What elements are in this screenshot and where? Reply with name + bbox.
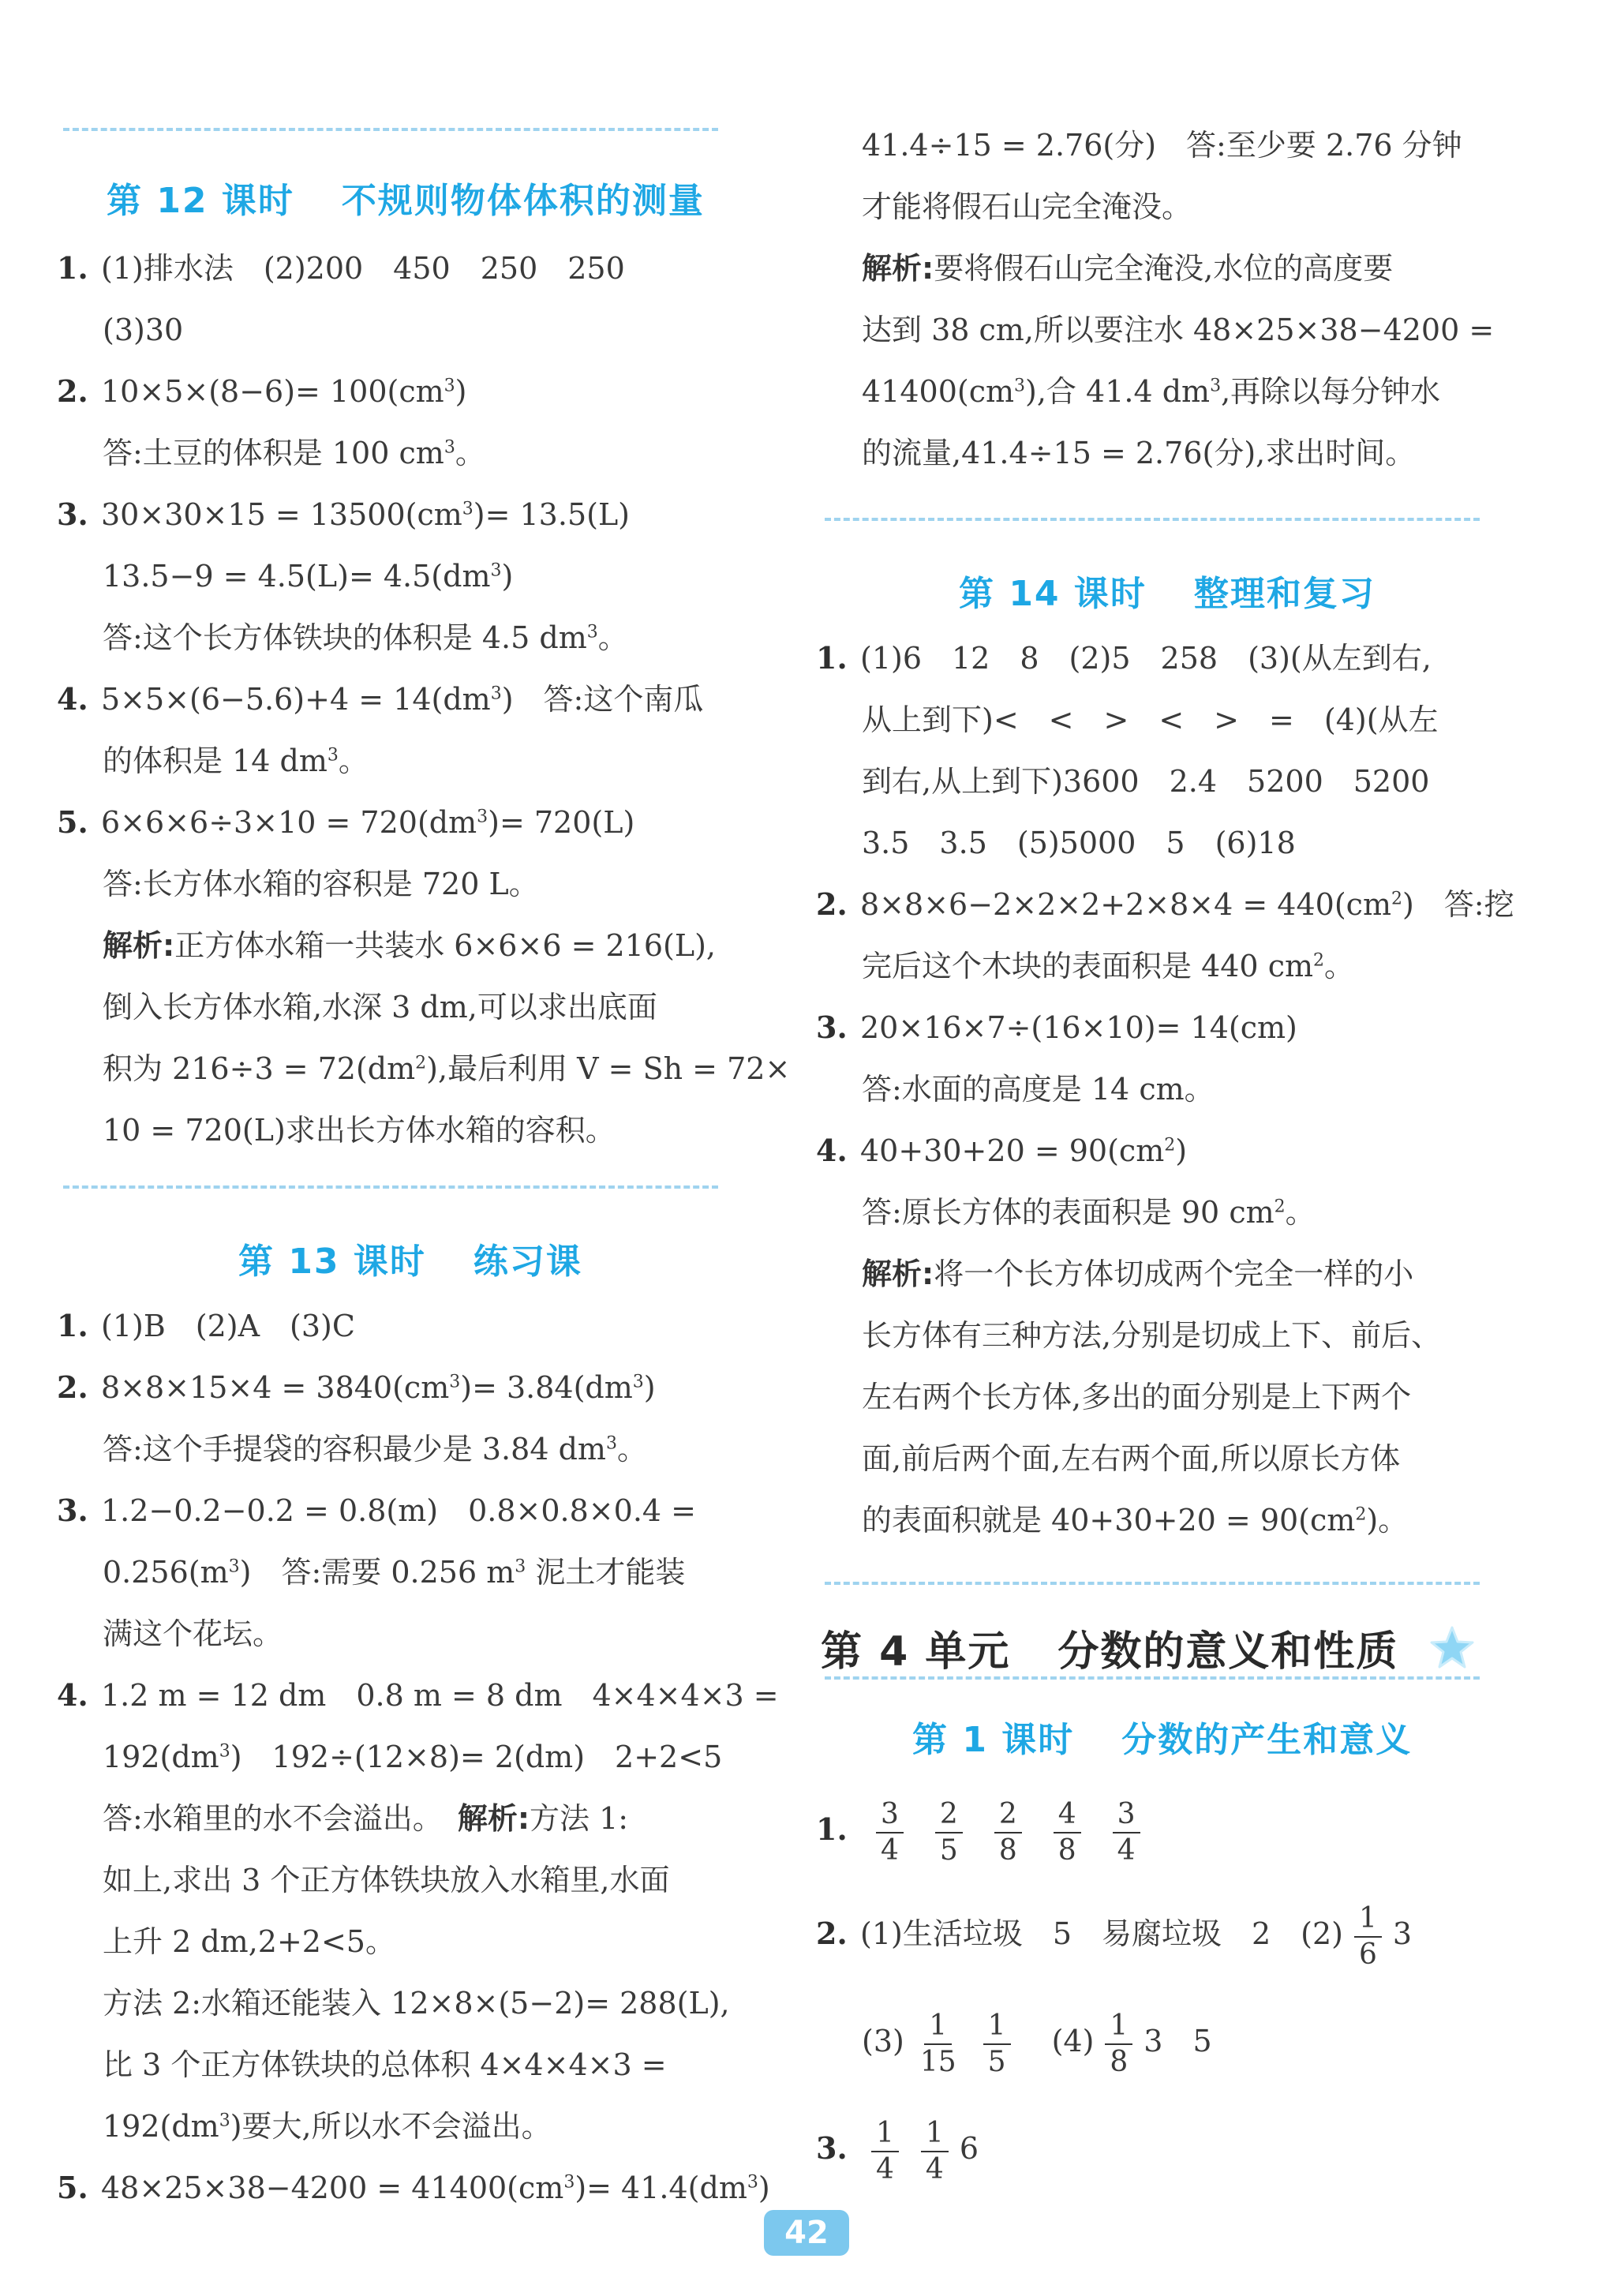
r14-q1-line3: [862, 762, 1429, 800]
answer-text: 20×16×7÷(16×10)= 14(cm): [860, 1010, 1297, 1045]
numerator: 3: [876, 1797, 904, 1833]
numerator: 2: [935, 1797, 963, 1833]
unit-number: 第 4 单元: [821, 1628, 1011, 1676]
answer-text: )= 13.5(L): [473, 497, 631, 532]
l13-q4-line7: [103, 2046, 667, 2084]
r-cont-line2: [862, 188, 1192, 226]
exponent: 3: [605, 1433, 617, 1454]
answer-text: 30×30×15 = 13500(cm: [101, 497, 462, 532]
answer-text: 5×5×(6−5.6)+4 = 14(dm: [101, 682, 491, 717]
lesson-name: 整理和复习: [1193, 574, 1376, 614]
answer-text: 。: [1324, 949, 1355, 983]
question-number: 5.: [57, 2170, 88, 2205]
answer-text: 泥土才能装: [526, 1555, 686, 1590]
l12-q1-line1: [57, 249, 625, 287]
fraction: [915, 2009, 961, 2080]
answer-text: 6: [959, 2131, 979, 2166]
exponent: 3: [586, 622, 598, 642]
r1-q2-line2: [862, 2002, 1212, 2081]
r14-q4-line1: [816, 1132, 1187, 1170]
l12-q2-line2: [103, 434, 485, 472]
answer-text: )= 41.4(dm: [575, 2171, 747, 2205]
denominator: 8: [1057, 1833, 1076, 1867]
answer-text: 才能将假石山完全淹没。: [862, 189, 1192, 224]
answer-text: 到右,从上到下)3600 2.4 5200 5200: [862, 764, 1430, 799]
answer-text: 答:土豆的体积是 100 cm: [103, 436, 444, 470]
l13-q3-line1: [57, 1492, 696, 1530]
l12-q5-line2: [103, 865, 539, 903]
answer-text: (4): [1051, 2024, 1095, 2058]
answer-text: ),合 41.4 dm: [1025, 374, 1211, 409]
fraction: [921, 2116, 949, 2187]
l12-q3-line2: [103, 557, 513, 595]
answer-text: 8×8×15×4 = 3840(cm: [101, 1370, 450, 1405]
numerator: 1: [983, 2009, 1011, 2045]
question-number: 1.: [57, 250, 88, 286]
numerator: 2: [994, 1797, 1022, 1833]
exponent: 2: [1274, 1197, 1286, 1217]
question-number: 4.: [57, 1677, 88, 1713]
r14-q3-line2: [862, 1070, 1215, 1108]
answer-text: 面,前后两个面,左右两个面,所以原长方体: [862, 1441, 1401, 1476]
exponent: 2: [1164, 1135, 1176, 1155]
answer-text: ): [501, 559, 514, 594]
section-divider: [825, 1582, 1480, 1585]
answer-text: 10 = 720(L)求出长方体水箱的容积。: [103, 1113, 616, 1148]
l12-q4-line2: [103, 742, 369, 780]
answer-text: 答:这个长方体铁块的体积是 4.5 dm: [103, 620, 587, 655]
lesson-14-title: [959, 565, 1376, 616]
answer-text: 满这个花坛。: [103, 1616, 283, 1651]
l12-q3-line1: [57, 496, 630, 534]
question-number: 3.: [816, 1009, 848, 1045]
exponent: 3: [477, 807, 488, 827]
answer-text: 。: [616, 1432, 647, 1466]
answer-text: 答:水箱里的水不会溢出。: [103, 1801, 428, 1836]
answer-text: 完后这个木块的表面积是 440 cm: [862, 949, 1314, 983]
fraction: [935, 1797, 963, 1868]
r14-q4-line5: [862, 1378, 1411, 1416]
r14-q4-line4: [862, 1317, 1441, 1354]
lesson-13-title: [238, 1233, 582, 1283]
fraction: [1054, 1797, 1081, 1868]
l12-q5-line6: [103, 1111, 616, 1149]
answer-text: 的表面积就是 40+30+20 = 90(cm: [862, 1503, 1356, 1538]
answer-text: (1)生活垃圾 5 易腐垃圾 2 (2): [860, 1916, 1344, 1951]
answer-text: 3 5: [1144, 2024, 1212, 2058]
denominator: 5: [939, 1833, 958, 1867]
exponent: 3: [228, 1556, 240, 1577]
exponent: 2: [1391, 889, 1402, 909]
answer-text: 倒入长方体水箱,水深 3 dm,可以求出底面: [103, 990, 657, 1024]
answer-text: 1.2 m = 12 dm 0.8 m = 8 dm 4×4×4×3 =: [101, 1678, 779, 1713]
answer-text: 要将假石山完全淹没,水位的高度要: [934, 251, 1394, 286]
fraction: [1113, 1797, 1140, 1868]
fraction: [876, 1797, 904, 1868]
answer-text: ) 答:这个南瓜: [501, 682, 704, 717]
lesson-name: 不规则物体体积的测量: [341, 181, 705, 221]
question-number: 4.: [57, 681, 88, 717]
question-number: 2.: [57, 1369, 88, 1405]
r14-q1-line2: [862, 701, 1439, 739]
question-number: 5.: [57, 804, 88, 840]
exponent: 3: [1210, 376, 1222, 396]
r14-q2-line2: [862, 947, 1354, 985]
denominator: 6: [1359, 1938, 1377, 1971]
numerator: 1: [1354, 1901, 1382, 1938]
exponent: 3: [1014, 376, 1026, 396]
l13-q4-line2: [103, 1738, 722, 1776]
numerator: 4: [1054, 1797, 1081, 1833]
lesson-name: 分数的产生和意义: [1121, 1720, 1413, 1760]
question-number: 3.: [57, 1493, 88, 1528]
analysis-label: 解析:: [457, 1801, 530, 1836]
answer-text: 的流量,41.4÷15 = 2.76(分),求出时间。: [862, 436, 1416, 470]
r-cont-line4: [862, 311, 1494, 349]
question-number: 1.: [57, 1308, 88, 1343]
answer-text: ): [643, 1370, 656, 1405]
fraction: [1105, 2009, 1132, 2080]
denominator: 8: [998, 1833, 1017, 1867]
answer-text: 的体积是 14 dm: [103, 743, 328, 778]
exponent: 3: [490, 684, 502, 704]
section-divider: [63, 1185, 718, 1189]
answer-text: 192(dm: [103, 1740, 219, 1774]
exponent: 3: [444, 437, 455, 458]
answer-text: 方法 2:水箱还能装入 12×8×(5−2)= 288(L),: [103, 1986, 730, 2021]
answer-text: (3)30: [103, 313, 184, 347]
l12-q5-line1: [57, 803, 634, 841]
answer-text: 答:长方体水箱的容积是 720 L。: [103, 867, 539, 901]
denominator: 4: [1117, 1833, 1136, 1867]
answer-text: )要大,所以水不会溢出。: [230, 2109, 552, 2144]
l12-q2-line1: [57, 373, 466, 410]
exponent: 3: [462, 499, 473, 519]
answer-text: 10×5×(8−6)= 100(cm: [101, 374, 444, 409]
fraction: [1354, 1901, 1382, 1972]
answer-text: 13.5−9 = 4.5(L)= 4.5(dm: [103, 559, 491, 594]
denominator: 4: [876, 2152, 894, 2186]
answer-text: 上升 2 dm,2+2<5。: [103, 1924, 395, 1959]
l12-q1-line2: [103, 311, 183, 349]
exponent: 3: [219, 2111, 230, 2131]
question-number: 4.: [816, 1133, 848, 1168]
exponent: 3: [327, 745, 339, 766]
r14-q3-line1: [816, 1009, 1297, 1047]
answer-text: 。: [338, 743, 369, 778]
answer-text: 48×25×38−4200 = 41400(cm: [101, 2171, 564, 2205]
fraction: [983, 2009, 1011, 2080]
answer-text: 40+30+20 = 90(cm: [860, 1133, 1165, 1168]
exponent: 2: [415, 1053, 427, 1073]
lesson-number: 第 14 课时: [959, 574, 1147, 614]
answer-text: 答:原长方体的表面积是 90 cm: [862, 1195, 1275, 1230]
answer-text: 答:这个手提袋的容积最少是 3.84 dm: [103, 1432, 606, 1466]
r14-q4-line3: [862, 1255, 1413, 1293]
numerator: 3: [1113, 1797, 1140, 1833]
answer-text: 41.4÷15 = 2.76(分) 答:至少要 2.76 分钟: [862, 128, 1462, 163]
exponent: 3: [515, 1556, 526, 1577]
answer-text: 从上到下)< < > < > = (4)(从左: [862, 702, 1439, 737]
answer-text: 8×8×6−2×2×2+2×8×4 = 440(cm: [860, 887, 1391, 922]
answer-text: 如上,求出 3 个正方体铁块放入水箱里,水面: [103, 1863, 670, 1897]
lesson-number: 第 13 课时: [238, 1242, 426, 1282]
answer-text: 积为 216÷3 = 72(dm: [103, 1051, 416, 1086]
answer-text: 答:水面的高度是 14 cm。: [862, 1072, 1215, 1107]
exponent: 3: [632, 1372, 644, 1392]
numerator: 1: [1105, 2009, 1132, 2045]
answer-text: )= 3.84(dm: [460, 1370, 633, 1405]
star-icon: [1428, 1624, 1476, 1672]
answer-text: ): [758, 2171, 770, 2205]
lesson-12-title: [107, 172, 705, 223]
unit-4-title: [821, 1618, 1398, 1677]
l13-q2-line1: [57, 1369, 656, 1406]
analysis-label: 解析:: [862, 251, 934, 286]
question-number: 1.: [816, 640, 848, 676]
denominator: 5: [987, 2045, 1006, 2078]
answer-text: 达到 38 cm,所以要注水 48×25×38−4200 =: [862, 313, 1495, 347]
l12-q4-line1: [57, 680, 703, 718]
exponent: 3: [449, 1372, 461, 1392]
l12-q5-line4: [103, 988, 657, 1026]
answer-text: (1)6 12 8 (2)5 258 (3)(从左到右,: [860, 641, 1432, 676]
l13-q4-line8: [103, 2107, 552, 2145]
lesson-number: 第 12 课时: [107, 181, 294, 221]
r1-q2-line1: [816, 1894, 1412, 1973]
answer-text: ) 192÷(12×8)= 2(dm) 2+2<5: [230, 1740, 723, 1774]
section-divider: [825, 518, 1480, 521]
page-number: 42: [764, 2210, 849, 2256]
exponent: 3: [444, 376, 455, 396]
answer-text: (1)排水法 (2)200 450 250 250: [101, 251, 625, 286]
exponent: 3: [563, 2172, 575, 2193]
l13-q4-line5: [103, 1923, 395, 1961]
answer-text: 长方体有三种方法,分别是切成上下、前后、: [862, 1318, 1442, 1353]
question-number: 3.: [816, 2130, 848, 2166]
answer-text: )。: [1366, 1503, 1409, 1538]
answer-text: 左右两个长方体,多出的面分别是上下两个: [862, 1380, 1412, 1414]
denominator: 4: [881, 1833, 899, 1867]
r14-q4-line6: [862, 1440, 1400, 1478]
fraction-list: [860, 1797, 1156, 1867]
analysis-label: 解析:: [862, 1257, 934, 1291]
answer-text: ,再除以每分钟水: [1221, 374, 1441, 409]
denominator: 8: [1110, 2045, 1129, 2078]
exponent: 2: [1355, 1504, 1367, 1525]
r-cont-line6: [862, 434, 1415, 472]
lesson-1-title: [912, 1711, 1412, 1762]
answer-text: 。: [455, 436, 485, 470]
l13-q4-line4: [103, 1861, 670, 1899]
answer-text: (1)B (2)A (3)C: [101, 1309, 355, 1343]
question-number: 2.: [816, 886, 848, 922]
answer-text: 0.256(m: [103, 1555, 229, 1590]
lesson-number: 第 1 课时: [912, 1720, 1075, 1760]
question-number: 2.: [57, 373, 88, 409]
r1-q1-line1: [816, 1790, 1156, 1869]
answer-text: )= 720(L): [488, 805, 635, 840]
answer-text: ): [1175, 1133, 1188, 1168]
section-divider: [63, 128, 718, 131]
r1-q3-line1: [816, 2109, 979, 2188]
lesson-name: 练习课: [473, 1242, 582, 1282]
answer-text: 192(dm: [103, 2109, 219, 2144]
question-number: 1.: [816, 1811, 848, 1847]
exponent: 2: [1313, 950, 1325, 971]
r14-q4-line2: [862, 1193, 1316, 1231]
l13-q3-line3: [103, 1615, 283, 1653]
l12-q5-line3: [103, 927, 716, 964]
r-cont-line1: [862, 126, 1462, 164]
numerator: 1: [921, 2116, 949, 2152]
r14-q1-line4: [862, 824, 1296, 862]
answer-text: 将一个长方体切成两个完全一样的小: [934, 1257, 1414, 1291]
l13-q5-line1: [57, 2169, 770, 2207]
l13-q4-line6: [103, 1984, 730, 2022]
answer-text: (3): [862, 2024, 904, 2058]
answer-text: 6×6×6÷3×10 = 720(dm: [101, 805, 477, 840]
fraction: [994, 1797, 1022, 1868]
answer-text: 3: [1392, 1916, 1413, 1951]
analysis-label: 解析:: [103, 928, 175, 963]
answer-text: 3.5 3.5 (5)5000 5 (6)18: [862, 826, 1296, 860]
exponent: 3: [219, 1741, 230, 1762]
answer-text: 41400(cm: [862, 374, 1015, 409]
denominator: 15: [919, 2045, 956, 2078]
r14-q2-line1: [816, 886, 1514, 923]
numerator: 1: [924, 2009, 952, 2045]
answer-text: 1.2−0.2−0.2 = 0.8(m) 0.8×0.8×0.4 =: [101, 1493, 696, 1528]
numerator: 1: [871, 2116, 899, 2152]
answer-text: 正方体水箱一共装水 6×6×6 = 216(L),: [174, 928, 716, 963]
denominator: 4: [925, 2152, 944, 2186]
answer-text: ),最后利用 V = Sh = 72×: [426, 1051, 791, 1086]
l12-q5-line5: [103, 1050, 790, 1088]
r14-q1-line1: [816, 639, 1432, 677]
l12-q3-line3: [103, 619, 628, 657]
l13-q1-line1: [57, 1307, 355, 1345]
l13-q3-line2: [103, 1553, 685, 1591]
answer-text: 。: [597, 620, 628, 655]
question-number: 3.: [57, 496, 88, 532]
exponent: 3: [490, 560, 502, 581]
answer-text: 。: [1285, 1195, 1316, 1230]
r-cont-line5: [862, 373, 1440, 410]
l13-q4-line3: [103, 1800, 628, 1837]
question-number: 2.: [816, 1916, 848, 1951]
answer-text: 比 3 个正方体铁块的总体积 4×4×4×3 =: [103, 2047, 667, 2082]
answer-text: ) 答:挖: [1402, 887, 1514, 922]
answer-text: ): [455, 374, 467, 409]
unit-name: 分数的意义和性质: [1057, 1628, 1399, 1676]
fraction: [871, 2116, 899, 2187]
l13-q4-line1: [57, 1676, 779, 1714]
r-cont-line3: [862, 249, 1393, 287]
r14-q4-line7: [862, 1501, 1408, 1539]
answer-text: 方法 1:: [530, 1801, 629, 1836]
section-divider: [825, 1676, 1480, 1680]
exponent: 3: [747, 2172, 758, 2193]
answer-text: ) 答:需要 0.256 m: [239, 1555, 515, 1590]
l13-q2-line2: [103, 1430, 647, 1468]
